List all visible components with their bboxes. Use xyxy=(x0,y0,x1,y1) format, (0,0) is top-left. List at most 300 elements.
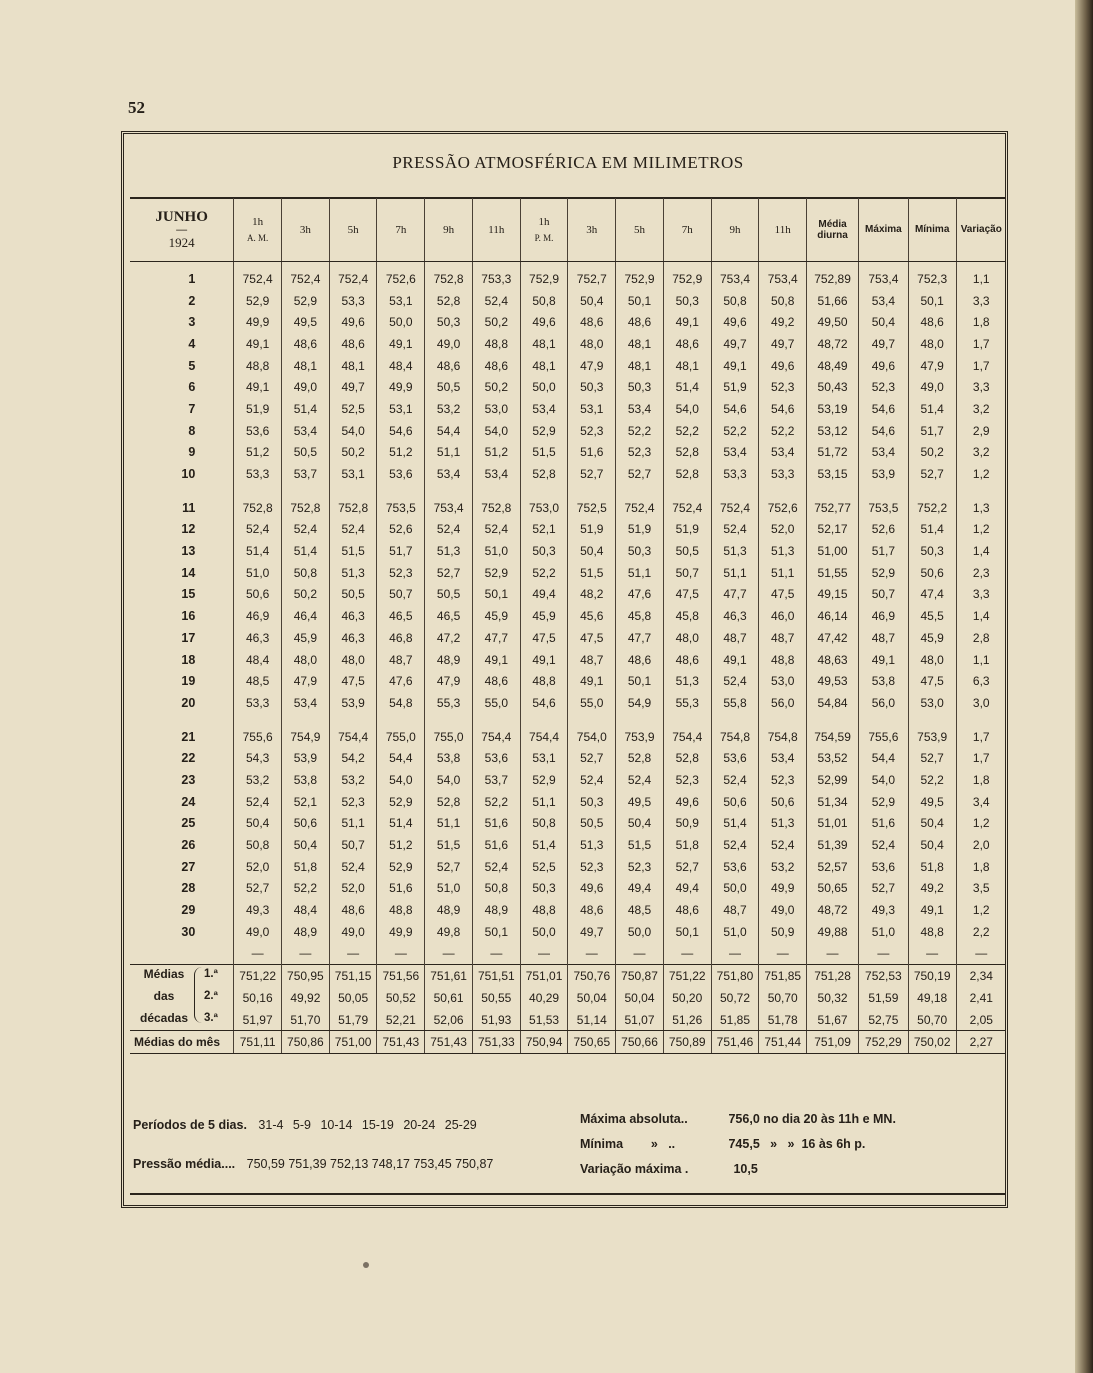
value-cell: 52,2 xyxy=(520,562,568,584)
value-cell: 48,6 xyxy=(329,333,377,355)
day-cell: 9 xyxy=(188,445,196,460)
day-cell: 25 xyxy=(181,816,196,831)
spacer-cell xyxy=(858,485,908,497)
value-cell: 48,8 xyxy=(377,899,425,921)
value-cell: 52,0 xyxy=(329,878,377,900)
spacer-cell xyxy=(568,485,616,497)
header-month-year xyxy=(130,198,234,262)
value-cell: 52,5 xyxy=(329,398,377,420)
header-maxima: Máxima xyxy=(858,198,908,262)
value-cell: 53,1 xyxy=(329,463,377,485)
value-cell: 53,52 xyxy=(807,747,859,769)
value-cell: 51,1 xyxy=(425,813,473,835)
value-cell: 49,4 xyxy=(616,878,664,900)
decade-mean-cell: 51,70 xyxy=(282,1009,330,1031)
value-cell: 2,3 xyxy=(956,562,1006,584)
decade-label-3: décadas xyxy=(139,1010,189,1025)
header-hour-11 xyxy=(759,198,807,262)
value-cell: 55,3 xyxy=(425,692,473,714)
dash-cell: — xyxy=(711,943,759,965)
month-mean-cell: 750,02 xyxy=(908,1031,956,1054)
value-cell: 54,0 xyxy=(329,420,377,442)
value-cell: 3,3 xyxy=(956,584,1006,606)
value-cell: 50,5 xyxy=(282,442,330,464)
value-cell: 48,0 xyxy=(908,333,956,355)
value-cell: 48,8 xyxy=(234,355,282,377)
value-cell: 3,3 xyxy=(956,376,1006,398)
value-cell: 51,4 xyxy=(377,813,425,835)
value-cell: 752,8 xyxy=(329,497,377,519)
value-cell: 50,3 xyxy=(616,376,664,398)
value-cell: 52,8 xyxy=(663,442,711,464)
value-cell: 51,5 xyxy=(568,562,616,584)
value-cell: 51,6 xyxy=(568,442,616,464)
value-cell: 53,6 xyxy=(711,856,759,878)
value-cell: 50,3 xyxy=(568,376,616,398)
value-cell: 48,0 xyxy=(908,649,956,671)
header-hour-label: 1h xyxy=(252,216,264,228)
periods-line xyxy=(133,1118,477,1132)
value-cell: 49,9 xyxy=(377,376,425,398)
value-cell: 48,6 xyxy=(568,311,616,333)
value-cell: 46,3 xyxy=(711,605,759,627)
value-cell: 48,8 xyxy=(472,333,520,355)
value-cell: 52,2 xyxy=(711,420,759,442)
value-cell: 51,3 xyxy=(759,813,807,835)
table-row xyxy=(130,584,1006,606)
decade-mean-cell: 2,41 xyxy=(956,987,1006,1009)
max-abs-line xyxy=(580,1112,896,1126)
value-cell: 53,4 xyxy=(616,398,664,420)
var-value: 10,5 xyxy=(733,1162,758,1176)
value-cell: 50,4 xyxy=(568,540,616,562)
value-cell: 52,4 xyxy=(711,834,759,856)
value-cell: 52,4 xyxy=(425,519,473,541)
day-cell: 19 xyxy=(181,674,196,689)
value-cell: 50,65 xyxy=(807,878,859,900)
value-cell: 51,1 xyxy=(520,791,568,813)
value-cell: 53,4 xyxy=(282,692,330,714)
value-cell: 52,9 xyxy=(282,290,330,312)
pressure-values: 750,59 751,39 752,13 748,17 753,45 750,87 xyxy=(246,1157,494,1171)
value-cell: 1,8 xyxy=(956,856,1006,878)
decade-mean-cell: 51,59 xyxy=(858,987,908,1009)
value-cell: 46,5 xyxy=(425,605,473,627)
value-cell: 54,6 xyxy=(759,398,807,420)
value-cell: 49,1 xyxy=(858,649,908,671)
value-cell: 45,8 xyxy=(663,605,711,627)
value-cell: 752,9 xyxy=(520,262,568,290)
value-cell: 49,0 xyxy=(329,921,377,943)
value-cell: 50,8 xyxy=(759,290,807,312)
table-row xyxy=(130,333,1006,355)
value-cell: 52,4 xyxy=(711,769,759,791)
value-cell: 51,0 xyxy=(234,562,282,584)
decade-label-cell xyxy=(130,1009,234,1031)
value-cell: 754,4 xyxy=(520,726,568,748)
decade-mean-cell: 2,05 xyxy=(956,1009,1006,1031)
header-hour-6 xyxy=(520,198,568,262)
value-cell: 50,4 xyxy=(908,834,956,856)
day-cell: 21 xyxy=(181,729,196,744)
value-cell: 50,7 xyxy=(377,584,425,606)
table-row xyxy=(130,519,1006,541)
value-cell: 51,2 xyxy=(234,442,282,464)
value-cell: 48,7 xyxy=(711,899,759,921)
dash-cell: — xyxy=(858,943,908,965)
value-cell: 45,9 xyxy=(472,605,520,627)
value-cell: 52,8 xyxy=(663,463,711,485)
value-cell: 52,3 xyxy=(759,769,807,791)
value-cell: 2,0 xyxy=(956,834,1006,856)
value-cell: 52,1 xyxy=(282,791,330,813)
value-cell: 52,7 xyxy=(568,463,616,485)
value-cell: 50,4 xyxy=(908,813,956,835)
decade-mean-cell: 49,18 xyxy=(908,987,956,1009)
decade-ordinal: 1.ª xyxy=(204,968,218,981)
value-cell: 47,9 xyxy=(908,355,956,377)
month-mean-cell: 752,29 xyxy=(858,1031,908,1054)
value-cell: 45,8 xyxy=(616,605,664,627)
day-cell: 2 xyxy=(188,293,196,308)
value-cell: 51,4 xyxy=(908,398,956,420)
spacer-cell xyxy=(377,485,425,497)
decade-mean-cell: 751,61 xyxy=(425,965,473,987)
day-cell: 6 xyxy=(188,380,196,395)
day-cell: 4 xyxy=(188,336,196,351)
value-cell: 54,6 xyxy=(520,692,568,714)
value-cell: 52,7 xyxy=(858,878,908,900)
max-abs-label: Máxima absoluta.. xyxy=(580,1112,688,1126)
value-cell: 48,6 xyxy=(282,333,330,355)
value-cell: 46,3 xyxy=(234,627,282,649)
value-cell: 755,0 xyxy=(377,726,425,748)
value-cell: 47,7 xyxy=(472,627,520,649)
value-cell: 50,8 xyxy=(472,878,520,900)
value-cell: 50,2 xyxy=(472,311,520,333)
day-cell: 20 xyxy=(181,695,196,710)
table-row xyxy=(130,692,1006,714)
dash-cell: — xyxy=(377,943,425,965)
value-cell: 54,2 xyxy=(329,747,377,769)
value-cell: 47,9 xyxy=(282,670,330,692)
value-cell: 46,3 xyxy=(329,605,377,627)
dash-cell: — xyxy=(663,943,711,965)
value-cell: 49,2 xyxy=(759,311,807,333)
table-row xyxy=(130,834,1006,856)
day-cell: 5 xyxy=(188,358,196,373)
spacer-cell xyxy=(858,714,908,726)
value-cell: 752,9 xyxy=(616,262,664,290)
value-cell: 50,8 xyxy=(520,290,568,312)
value-cell: 49,1 xyxy=(568,670,616,692)
pressure-table xyxy=(130,198,1006,1054)
value-cell: 49,1 xyxy=(908,899,956,921)
min-value: 745,5 » » 16 às 6h p. xyxy=(728,1137,866,1151)
header-hour-label: 7h xyxy=(681,223,693,236)
value-cell: 51,0 xyxy=(858,921,908,943)
month-mean-cell: 2,27 xyxy=(956,1031,1006,1054)
decade-mean-cell: 752,53 xyxy=(858,965,908,987)
spacer-cell xyxy=(130,714,234,726)
value-cell: 52,4 xyxy=(329,856,377,878)
header-hour-7 xyxy=(568,198,616,262)
header-hour-0 xyxy=(234,198,282,262)
value-cell: 53,4 xyxy=(472,463,520,485)
table-row xyxy=(130,627,1006,649)
value-cell: 49,6 xyxy=(858,355,908,377)
periods-values: 31-4 5-9 10-14 15-19 20-24 25-29 xyxy=(258,1118,477,1132)
value-cell: 50,4 xyxy=(234,813,282,835)
day-cell: 1 xyxy=(188,271,196,286)
decade-mean-cell: 750,76 xyxy=(568,965,616,987)
spacer-cell xyxy=(908,714,956,726)
value-cell: 755,0 xyxy=(425,726,473,748)
header-hour-label: 11h xyxy=(774,223,791,236)
value-cell: 45,9 xyxy=(908,627,956,649)
value-cell: 47,42 xyxy=(807,627,859,649)
value-cell: 52,7 xyxy=(425,856,473,878)
var-label: Variação máxima . xyxy=(580,1162,689,1176)
value-cell: 53,19 xyxy=(807,398,859,420)
decade-mean-cell: 750,19 xyxy=(908,965,956,987)
header-hour-2 xyxy=(329,198,377,262)
table-row xyxy=(130,355,1006,377)
value-cell: 56,0 xyxy=(759,692,807,714)
value-cell: 49,2 xyxy=(908,878,956,900)
day-cell: 3 xyxy=(188,315,196,330)
dash-cell: — xyxy=(425,943,473,965)
spacer-cell xyxy=(616,485,664,497)
day-cell: 22 xyxy=(181,751,196,766)
day-cell: 29 xyxy=(181,903,196,918)
value-cell: 50,5 xyxy=(663,540,711,562)
dash-cell: — xyxy=(282,943,330,965)
value-cell: 49,6 xyxy=(568,878,616,900)
var-line xyxy=(580,1162,758,1176)
value-cell: 51,7 xyxy=(377,540,425,562)
value-cell: 50,1 xyxy=(616,670,664,692)
value-cell: 53,6 xyxy=(858,856,908,878)
value-cell: 52,3 xyxy=(568,856,616,878)
dash-cell: — xyxy=(568,943,616,965)
month-mean-cell: 751,43 xyxy=(377,1031,425,1054)
value-cell: 50,8 xyxy=(234,834,282,856)
value-cell: 49,3 xyxy=(234,899,282,921)
value-cell: 752,4 xyxy=(711,497,759,519)
dash-cell: — xyxy=(616,943,664,965)
day-cell: 16 xyxy=(181,609,196,624)
decade-label-1: Médias xyxy=(143,967,185,982)
value-cell: 50,4 xyxy=(616,813,664,835)
value-cell: 54,84 xyxy=(807,692,859,714)
header-hour-label: 3h xyxy=(299,223,311,236)
value-cell: 48,7 xyxy=(858,627,908,649)
value-cell: 53,1 xyxy=(568,398,616,420)
value-cell: 752,8 xyxy=(282,497,330,519)
value-cell: 51,0 xyxy=(425,878,473,900)
value-cell: 52,3 xyxy=(616,856,664,878)
value-cell: 6,3 xyxy=(956,670,1006,692)
value-cell: 53,1 xyxy=(377,290,425,312)
decade-mean-cell: 52,06 xyxy=(425,1009,473,1031)
value-cell: 48,1 xyxy=(616,333,664,355)
value-cell: 52,4 xyxy=(329,519,377,541)
spacer-cell xyxy=(472,485,520,497)
decade-mean-cell: 50,55 xyxy=(472,987,520,1009)
value-cell: 46,9 xyxy=(858,605,908,627)
decade-mean-cell: 40,29 xyxy=(520,987,568,1009)
value-cell: 49,0 xyxy=(282,376,330,398)
header-hour-label: 7h xyxy=(395,223,407,236)
decade-spacer xyxy=(130,714,1006,726)
header-hour-label: 11h xyxy=(488,223,505,236)
value-cell: 3,0 xyxy=(956,692,1006,714)
month-mean-row xyxy=(130,1031,1006,1054)
value-cell: 50,1 xyxy=(663,921,711,943)
decade-mean-cell: 751,80 xyxy=(711,965,759,987)
value-cell: 753,4 xyxy=(711,262,759,290)
value-cell: 49,9 xyxy=(377,921,425,943)
value-cell: 52,7 xyxy=(908,463,956,485)
value-cell: 51,3 xyxy=(711,540,759,562)
header-hour-label: 1h xyxy=(538,216,550,228)
value-cell: 50,2 xyxy=(329,442,377,464)
value-cell: 52,4 xyxy=(472,856,520,878)
table-row xyxy=(130,878,1006,900)
value-cell: 51,4 xyxy=(282,540,330,562)
value-cell: 53,3 xyxy=(711,463,759,485)
value-cell: 54,6 xyxy=(858,398,908,420)
day-cell: 23 xyxy=(181,772,196,787)
value-cell: 45,9 xyxy=(520,605,568,627)
value-cell: 53,9 xyxy=(282,747,330,769)
value-cell: 52,1 xyxy=(520,519,568,541)
value-cell: 52,2 xyxy=(663,420,711,442)
value-cell: 54,9 xyxy=(616,692,664,714)
value-cell: 50,9 xyxy=(759,921,807,943)
spacer-cell xyxy=(711,714,759,726)
value-cell: 55,3 xyxy=(663,692,711,714)
value-cell: 48,6 xyxy=(908,311,956,333)
value-cell: 50,5 xyxy=(568,813,616,835)
value-cell: 50,4 xyxy=(858,311,908,333)
value-cell: 52,4 xyxy=(616,769,664,791)
value-cell: 1,1 xyxy=(956,262,1006,290)
table-row xyxy=(130,540,1006,562)
value-cell: 49,4 xyxy=(520,584,568,606)
spacer-cell xyxy=(663,485,711,497)
value-cell: 49,6 xyxy=(329,311,377,333)
page-edge xyxy=(1075,0,1093,1373)
value-cell: 48,9 xyxy=(472,899,520,921)
header-month: JUNHO xyxy=(155,208,208,225)
value-cell: 48,7 xyxy=(759,627,807,649)
value-cell: 753,5 xyxy=(858,497,908,519)
value-cell: 48,7 xyxy=(568,649,616,671)
value-cell: 48,6 xyxy=(616,311,664,333)
value-cell: 52,7 xyxy=(616,463,664,485)
header-minima: Mínima xyxy=(908,198,956,262)
value-cell: 54,0 xyxy=(858,769,908,791)
value-cell: 49,53 xyxy=(807,670,859,692)
value-cell: 54,0 xyxy=(425,769,473,791)
value-cell: 48,1 xyxy=(282,355,330,377)
day-cell: 30 xyxy=(181,924,196,939)
decade-mean-cell: 751,56 xyxy=(377,965,425,987)
value-cell: 56,0 xyxy=(858,692,908,714)
value-cell: 52,8 xyxy=(616,747,664,769)
value-cell: 50,0 xyxy=(520,921,568,943)
value-cell: 51,6 xyxy=(472,834,520,856)
value-cell: 51,5 xyxy=(520,442,568,464)
value-cell: 54,0 xyxy=(663,398,711,420)
value-cell: 52,9 xyxy=(377,856,425,878)
value-cell: 49,1 xyxy=(520,649,568,671)
footer-divider xyxy=(130,1193,1006,1195)
decade-mean-row xyxy=(130,965,1006,987)
value-cell: 50,6 xyxy=(234,584,282,606)
value-cell: 51,7 xyxy=(858,540,908,562)
value-cell: 52,57 xyxy=(807,856,859,878)
value-cell: 52,7 xyxy=(425,562,473,584)
min-label: Mínima » .. xyxy=(580,1137,676,1151)
value-cell: 54,6 xyxy=(377,420,425,442)
value-cell: 52,2 xyxy=(616,420,664,442)
value-cell: 49,8 xyxy=(425,921,473,943)
value-cell: 51,55 xyxy=(807,562,859,584)
value-cell: 48,8 xyxy=(520,899,568,921)
value-cell: 53,15 xyxy=(807,463,859,485)
decade-mean-cell: 50,04 xyxy=(568,987,616,1009)
table-row xyxy=(130,813,1006,835)
value-cell: 755,6 xyxy=(858,726,908,748)
value-cell: 46,0 xyxy=(759,605,807,627)
value-cell: 51,34 xyxy=(807,791,859,813)
table-row xyxy=(130,420,1006,442)
spacer-cell xyxy=(425,714,473,726)
value-cell: 53,8 xyxy=(858,670,908,692)
decade-mean-cell: 50,70 xyxy=(908,1009,956,1031)
value-cell: 51,4 xyxy=(711,813,759,835)
value-cell: 52,3 xyxy=(377,562,425,584)
value-cell: 50,0 xyxy=(616,921,664,943)
decade-mean-cell: 750,87 xyxy=(616,965,664,987)
value-cell: 47,5 xyxy=(520,627,568,649)
value-cell: 51,66 xyxy=(807,290,859,312)
value-cell: 53,4 xyxy=(520,398,568,420)
value-cell: 52,9 xyxy=(377,791,425,813)
spacer-cell xyxy=(663,714,711,726)
spacer-cell xyxy=(807,714,859,726)
value-cell: 49,6 xyxy=(520,311,568,333)
value-cell: 51,3 xyxy=(425,540,473,562)
value-cell: 51,1 xyxy=(759,562,807,584)
value-cell: 752,6 xyxy=(377,262,425,290)
value-cell: 49,1 xyxy=(377,333,425,355)
dash-cell: — xyxy=(956,943,1006,965)
value-cell: 1,2 xyxy=(956,519,1006,541)
spacer-cell xyxy=(908,485,956,497)
day-cell: 13 xyxy=(181,544,196,559)
page-number: 52 xyxy=(128,98,145,117)
value-cell: 48,9 xyxy=(425,899,473,921)
value-cell: 52,7 xyxy=(568,747,616,769)
decade-label-2: das xyxy=(153,989,175,1003)
value-cell: 51,3 xyxy=(759,540,807,562)
value-cell: 48,1 xyxy=(663,355,711,377)
value-cell: 54,4 xyxy=(425,420,473,442)
